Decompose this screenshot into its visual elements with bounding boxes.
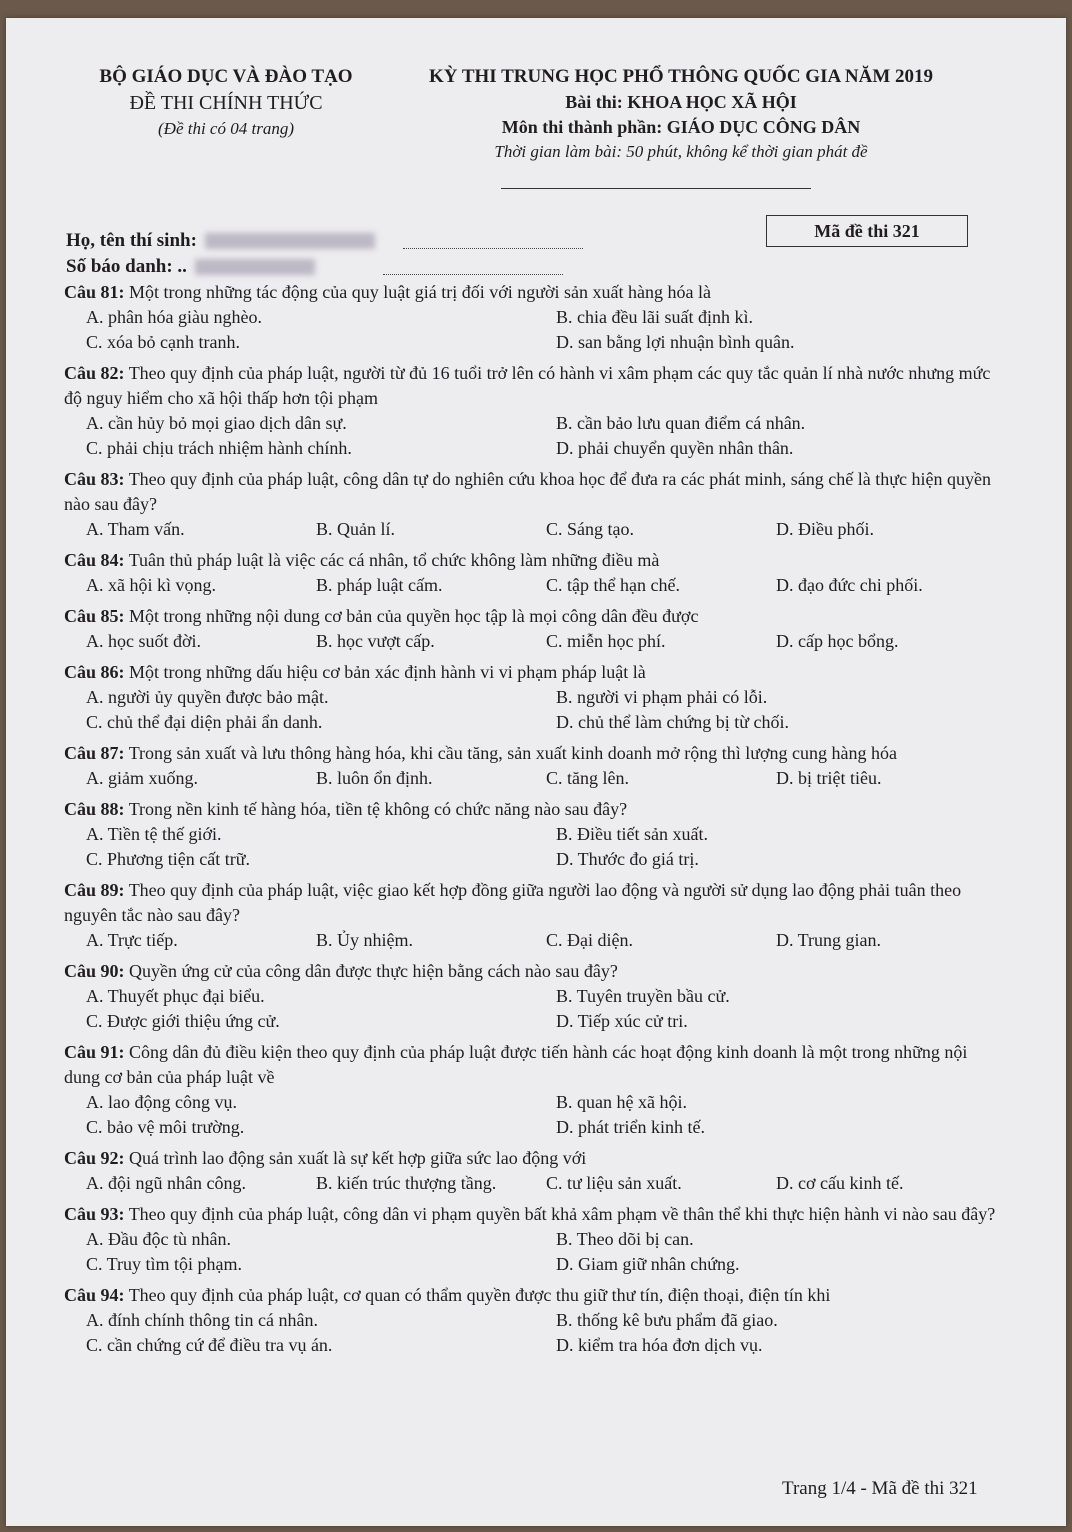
answer-option: B. Theo dõi bị can. <box>556 1229 694 1249</box>
page-footer: Trang 1/4 - Mã đề thi 321 <box>782 1478 978 1499</box>
answer-option: B. luôn ổn định. <box>316 768 433 788</box>
answer-option: C. Sáng tạo. <box>546 519 634 539</box>
answer-option: C. chủ thể đại diện phải ẩn danh. <box>86 712 323 732</box>
answer-option: A. xã hội kì vọng. <box>86 575 216 595</box>
question-94 <box>64 1283 1004 1358</box>
answer-option: A. Tham vấn. <box>86 519 185 539</box>
header-left <box>76 66 376 139</box>
question-text: Theo quy định của pháp luật, công dân tự do nghiên cứu khoa học để đưa ra các phát minh, sáng chế là thực hiện quyền nào sau đây? <box>64 469 991 514</box>
redacted-name <box>205 233 375 249</box>
question-number: Câu 87: <box>64 743 125 763</box>
official-label: ĐỀ THI CHÍNH THỨC <box>129 92 323 114</box>
question-text: Tuân thủ pháp luật là việc các cá nhân, tổ chức không làm những điều mà <box>124 550 660 570</box>
answer-option: C. bảo vệ môi trường. <box>86 1117 245 1137</box>
question-81 <box>64 280 1004 355</box>
question-91 <box>64 1040 1004 1140</box>
question-number: Câu 89: <box>64 880 125 900</box>
question-text: Theo quy định của pháp luật, cơ quan có thẩm quyền được thu giữ thư tín, điện thoại, điện tín khi <box>124 1285 831 1305</box>
answer-option: D. Giam giữ nhân chứng. <box>556 1254 740 1274</box>
question-text: Quyền ứng cử của công dân được thực hiện bằng cách nào sau đây? <box>124 961 618 981</box>
id-dots <box>383 260 563 275</box>
answer-option: C. tập thể hạn chế. <box>546 575 680 595</box>
answer-option: B. chia đều lãi suất định kì. <box>556 307 753 327</box>
header-right <box>386 66 976 162</box>
answer-option: D. chủ thể làm chứng bị từ chối. <box>556 712 789 732</box>
answer-option: A. lao động công vụ. <box>86 1092 237 1112</box>
question-stem <box>64 604 1004 629</box>
answer-option: A. đội ngũ nhân công. <box>86 1173 246 1193</box>
ministry-name: BỘ GIÁO DỤC VÀ ĐÀO TẠO <box>99 66 353 87</box>
question-86 <box>64 660 1004 735</box>
question-stem <box>64 660 1004 685</box>
answer-option: C. tăng lên. <box>546 768 629 788</box>
question-number: Câu 91: <box>64 1042 125 1062</box>
name-label: Họ, tên thí sinh: <box>66 230 197 251</box>
answer-option: A. cần hủy bỏ mọi giao dịch dân sự. <box>86 413 347 433</box>
answer-option: B. quan hệ xã hội. <box>556 1092 687 1112</box>
answer-option: B. kiến trúc thượng tầng. <box>316 1173 497 1193</box>
question-number: Câu 88: <box>64 799 125 819</box>
answer-option: D. bị triệt tiêu. <box>776 768 882 788</box>
question-84 <box>64 548 1004 598</box>
question-text: Quá trình lao động sản xuất là sự kết hợp giữa sức lao động với <box>124 1148 587 1168</box>
question-stem <box>64 1202 1004 1227</box>
time-limit: Thời gian làm bài: 50 phút, không kể thời gian phát đề <box>494 142 868 161</box>
answer-option: C. miễn học phí. <box>546 631 666 651</box>
answer-option: A. phân hóa giàu nghèo. <box>86 307 262 327</box>
question-stem <box>64 878 1004 928</box>
answer-option: C. phải chịu trách nhiệm hành chính. <box>86 438 352 458</box>
answer-option: D. cơ cấu kinh tế. <box>776 1173 904 1193</box>
question-88 <box>64 797 1004 872</box>
question-stem <box>64 548 1004 573</box>
page-count: (Đề thi có 04 trang) <box>158 119 294 138</box>
answer-option: D. san bằng lợi nhuận bình quân. <box>556 332 795 352</box>
component-title: Môn thi thành phần: GIÁO DỤC CÔNG DÂN <box>501 117 861 137</box>
question-83 <box>64 467 1004 542</box>
answer-option: A. giảm xuống. <box>86 768 198 788</box>
question-stem <box>64 959 1004 984</box>
answer-option: A. người ủy quyền được bảo mật. <box>86 687 329 707</box>
question-89 <box>64 878 1004 953</box>
question-stem <box>64 361 1004 411</box>
exam-title: KỲ THI TRUNG HỌC PHỔ THÔNG QUỐC GIA NĂM 2019 <box>428 66 934 87</box>
question-text: Một trong những dấu hiệu cơ bản xác định hành vi vi phạm pháp luật là <box>124 662 646 682</box>
answer-option: A. học suốt đời. <box>86 631 202 651</box>
question-text: Một trong những nội dung cơ bản của quyền học tập là mọi công dân đều được <box>124 606 699 626</box>
question-number: Câu 81: <box>64 282 125 302</box>
answer-option: A. Tiền tệ thế giới. <box>86 824 222 844</box>
redacted-id <box>195 259 315 275</box>
question-stem <box>64 741 1004 766</box>
candidate-info <box>66 228 583 280</box>
answer-option: D. Tiếp xúc cử tri. <box>556 1011 688 1031</box>
answer-option: C. cần chứng cứ để điều tra vụ án. <box>86 1335 333 1355</box>
answer-option: C. Truy tìm tội phạm. <box>86 1254 243 1274</box>
question-text: Theo quy định của pháp luật, công dân vi phạm quyền bất khả xâm phạm về thân thể khi thực hiện hành vi nào sau đây? <box>124 1204 996 1224</box>
answer-option: B. học vượt cấp. <box>316 631 435 651</box>
question-number: Câu 83: <box>64 469 125 489</box>
answer-option: C. tư liệu sản xuất. <box>546 1173 682 1193</box>
question-number: Câu 93: <box>64 1204 125 1224</box>
answer-option: D. Điều phối. <box>776 519 874 539</box>
answer-option: D. phát triển kinh tế. <box>556 1117 705 1137</box>
answer-option: D. Trung gian. <box>776 930 882 950</box>
question-text: Một trong những tác động của quy luật giá trị đối với người sản xuất hàng hóa là <box>124 282 711 302</box>
answer-option: B. Quản lí. <box>316 519 395 539</box>
answer-option: A. Thuyết phục đại biểu. <box>86 986 265 1006</box>
answer-option: B. thống kê bưu phẩm đã giao. <box>556 1310 778 1330</box>
answer-option: C. Phương tiện cất trữ. <box>86 849 251 869</box>
answer-option: C. Được giới thiệu ứng cử. <box>86 1011 280 1031</box>
question-82 <box>64 361 1004 461</box>
question-number: Câu 85: <box>64 606 125 626</box>
answer-option: B. cần bảo lưu quan điểm cá nhân. <box>556 413 806 433</box>
question-85 <box>64 604 1004 654</box>
exam-paper <box>6 18 1066 1526</box>
question-text: Trong sản xuất và lưu thông hàng hóa, khi cầu tăng, sản xuất kinh doanh mở rộng thì lượng cung hàng hóa <box>124 743 897 763</box>
question-number: Câu 92: <box>64 1148 125 1168</box>
id-label: Số báo danh: .. <box>66 256 187 277</box>
exam-code-box: Mã đề thi 321 <box>766 215 968 247</box>
name-dots <box>403 234 583 249</box>
question-number: Câu 84: <box>64 550 125 570</box>
answer-option: B. pháp luật cấm. <box>316 575 443 595</box>
question-stem <box>64 280 1004 305</box>
question-number: Câu 86: <box>64 662 125 682</box>
answer-option: C. xóa bỏ cạnh tranh. <box>86 332 240 352</box>
question-stem <box>64 797 1004 822</box>
question-text: Công dân đủ điều kiện theo quy định của pháp luật được tiến hành các hoạt động kinh doanh là một trong những nội dung cơ bản của pháp luật về <box>64 1042 968 1087</box>
question-text: Theo quy định của pháp luật, người từ đủ 16 tuổi trở lên có hành vi xâm phạm các quy tắc quản lí nhà nước nhưng mức độ nguy hiểm cho xã hội thấp hơn tội phạm <box>64 363 991 408</box>
answer-option: D. cấp học bổng. <box>776 631 899 651</box>
question-92 <box>64 1146 1004 1196</box>
question-text: Theo quy định của pháp luật, việc giao kết hợp đồng giữa người lao động và người sử dụng lao động phải tuân theo nguyên tắc nào sau đây? <box>64 880 962 925</box>
answer-option: D. Thước đo giá trị. <box>556 849 699 869</box>
header-divider <box>501 188 811 189</box>
answer-option: A. Trực tiếp. <box>86 930 178 950</box>
answer-option: D. kiểm tra hóa đơn dịch vụ. <box>556 1335 763 1355</box>
answer-option: B. người vi phạm phải có lỗi. <box>556 687 768 707</box>
question-stem <box>64 1040 1004 1090</box>
question-93 <box>64 1202 1004 1277</box>
question-text: Trong nền kinh tế hàng hóa, tiền tệ không có chức năng nào sau đây? <box>124 799 628 819</box>
answer-option: B. Ủy nhiệm. <box>316 930 413 950</box>
question-number: Câu 82: <box>64 363 125 383</box>
answer-option: A. Đầu độc tù nhân. <box>86 1229 231 1249</box>
question-number: Câu 94: <box>64 1285 125 1305</box>
answer-option: A. đính chính thông tin cá nhân. <box>86 1310 318 1330</box>
answer-option: B. Tuyên truyền bầu cử. <box>556 986 730 1006</box>
question-stem <box>64 1283 1004 1308</box>
question-stem <box>64 1146 1004 1171</box>
question-90 <box>64 959 1004 1034</box>
answer-option: D. đạo đức chi phối. <box>776 575 923 595</box>
question-87 <box>64 741 1004 791</box>
question-number: Câu 90: <box>64 961 125 981</box>
question-list <box>64 280 1004 1364</box>
answer-option: C. Đại diện. <box>546 930 633 950</box>
subject-title: Bài thi: KHOA HỌC XÃ HỘI <box>565 92 797 112</box>
question-stem <box>64 467 1004 517</box>
answer-option: D. phải chuyển quyền nhân thân. <box>556 438 794 458</box>
answer-option: B. Điều tiết sản xuất. <box>556 824 708 844</box>
